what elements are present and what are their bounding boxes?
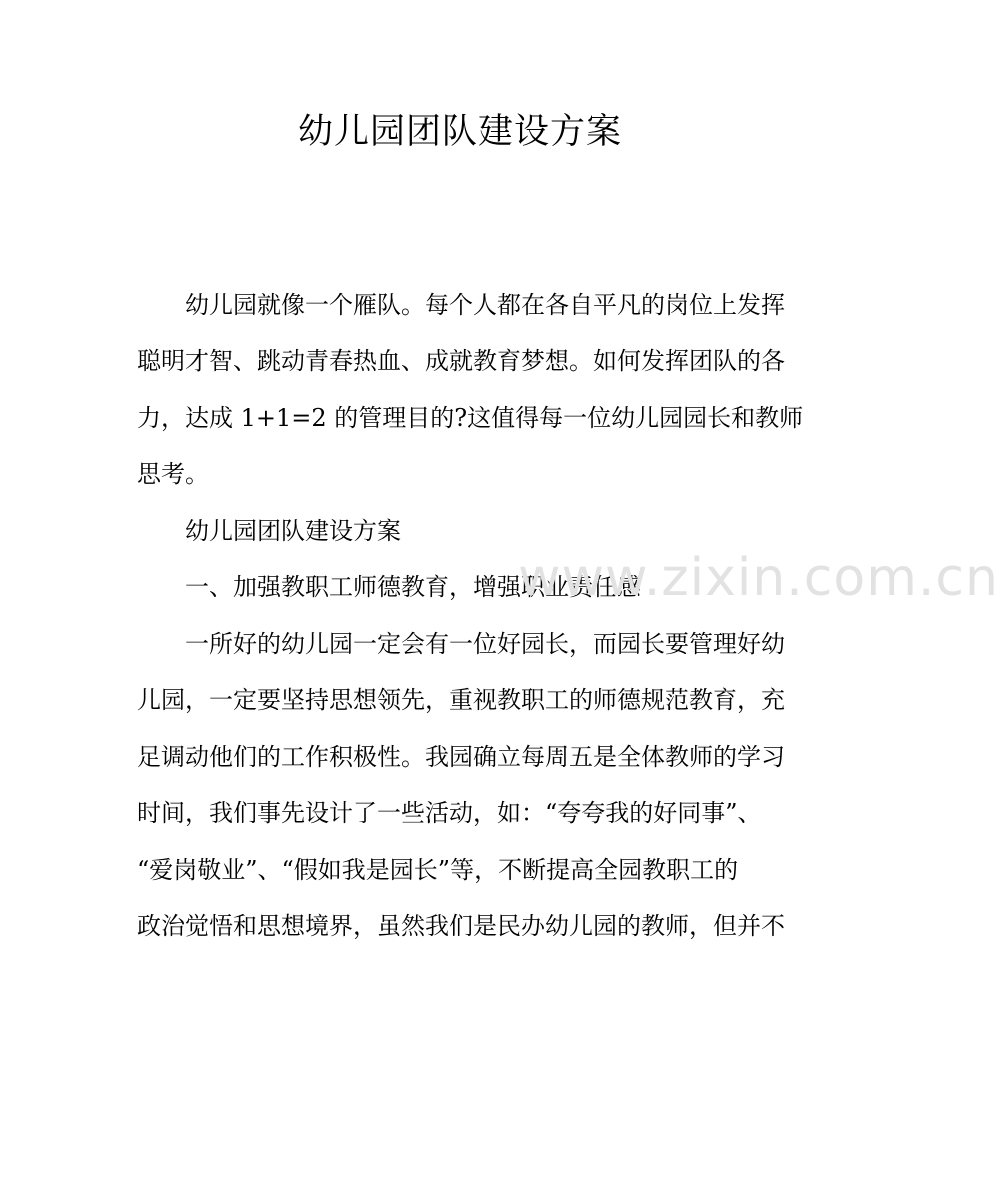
paragraph-line: 幼儿园就像一个雁队。每个人都在各自平凡的岗位上发挥 — [137, 291, 785, 319]
document-title: 幼儿园团队建设方案 — [297, 112, 622, 152]
watermark: www.zixin.com.cn — [518, 548, 999, 608]
paragraph-line: “爱岗敬业”、“假如我是园长”等，不断提高全园教职工的 — [137, 856, 739, 884]
paragraph-line: 思考。 — [137, 460, 209, 488]
paragraph-line: 力，达成 1+1=2 的管理目的?这值得每一位幼儿园园长和教师 — [137, 404, 804, 432]
paragraph-line: 足调动他们的工作积极性。我园确立每周五是全体教师的学习 — [137, 743, 785, 771]
paragraph-line: 聪明才智、跳动青春热血、成就教育梦想。如何发挥团队的各 — [137, 347, 785, 375]
paragraph-line: 政治觉悟和思想境界，虽然我们是民办幼儿园的教师，但并不 — [137, 912, 785, 940]
section-heading: 幼儿园团队建设方案 — [137, 517, 401, 545]
paragraph-line: 时间，我们事先设计了一些活动，如：“夸夸我的好同事”、 — [137, 799, 762, 827]
paragraph-line: 儿园，一定要坚持思想领先，重视教职工的师德规范教育，充 — [137, 686, 785, 714]
paragraph-line: 一所好的幼儿园一定会有一位好园长，而园长要管理好幼 — [137, 630, 785, 658]
section-heading: 一、加强教职工师德教育，增强职业责任感 — [137, 573, 641, 601]
